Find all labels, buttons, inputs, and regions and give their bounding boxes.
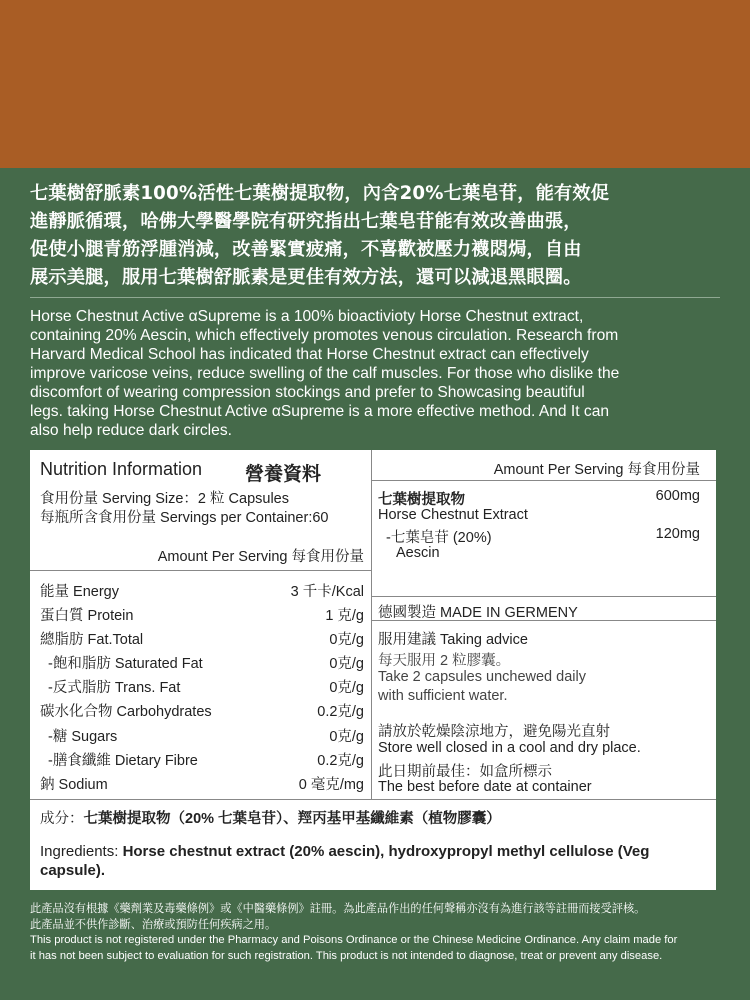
nutrient-label: 總脂肪 Fat.Total: [40, 632, 144, 648]
intro-en-line: improve varicose veins, reduce swelling of the calf muscles. For those who dislike the: [30, 365, 620, 382]
extract-name-en: Horse Chestnut Extract: [378, 507, 528, 523]
advice-zh: 每天服用 2 粒膠囊。: [378, 653, 511, 669]
nutrient-label: 鈉 Sodium: [40, 777, 108, 793]
nutrient-label: 碳水化合物 Carbohydrates: [40, 704, 212, 720]
nutrient-value: 3 千卡/Kcal: [290, 584, 364, 600]
intro-en-line: legs. taking Horse Chestnut Active αSupreme is a more effective method. And It can: [30, 403, 610, 420]
row-divider: [371, 596, 716, 597]
best-before-en: The best before date at container: [378, 779, 592, 795]
disclaimer-line: it has not been subject to evaluation for such registration. This product is not intended to diagnose, treat or prevent any disease.: [30, 949, 663, 962]
ingredients-en-text: capsule).: [40, 862, 106, 879]
aescin-amount: 120mg: [655, 526, 700, 542]
ingredients-en: [40, 843, 649, 860]
extract-amount: 600mg: [655, 488, 700, 504]
storage-zh: 請放於乾燥陰涼地方，避免陽光直射: [378, 724, 610, 740]
nutrient-label: -糖 Sugars: [48, 729, 118, 745]
nutrient-label: -膳食纖維 Dietary Fibre: [48, 753, 198, 769]
column-divider: [371, 450, 372, 799]
made-in: 德國製造 MADE IN GERMENY: [378, 605, 578, 621]
section-divider: [30, 297, 720, 298]
advice-title: 服用建議 Taking advice: [378, 632, 528, 648]
amount-per-serving-right: Amount Per Serving 每食用份量: [493, 462, 700, 478]
disclaimer-line: 此產品沒有根據《藥劑業及毒藥條例》或《中醫藥條例》註冊。為此產品作出的任何聲稱亦沒有為進行該等註冊而接受評核。: [30, 903, 646, 915]
intro-en-line: discomfort of wearing compression stockings and prefer to Showcasing beautiful: [30, 384, 585, 401]
top-color-band: [0, 0, 750, 168]
intro-zh-line: 促使小腿青筋浮腫消減，改善緊實疲痛，不喜歡被壓力襪悶焗，自由: [30, 239, 582, 260]
ingredients-en-text: Horse chestnut extract (20% aescin), hydroxypropyl methyl cellulose (Veg: [122, 843, 650, 860]
regulatory-disclaimer: [30, 902, 730, 964]
row-divider: [30, 570, 371, 571]
ingredients-en-label: Ingredients:: [40, 843, 123, 860]
nutrient-value: 0克/g: [329, 656, 364, 672]
serving-size: 食用份量 Serving Size：2 粒 Capsules: [40, 491, 289, 507]
extract-name-zh: 七葉樹提取物: [378, 492, 465, 508]
intro-zh-line: 進靜脈循環，哈佛大學醫學院有研究指出七葉皂苷能有效改善曲張，: [30, 211, 582, 232]
nutrient-label: 能量 Energy: [40, 584, 119, 600]
nutrient-value: 0克/g: [329, 632, 364, 648]
nutrient-value: 0 毫克/mg: [298, 777, 364, 793]
storage-en: Store well closed in a cool and dry place.: [378, 740, 641, 756]
intro-english: [30, 307, 720, 440]
nutrient-value: 0.2克/g: [317, 704, 364, 720]
amount-per-serving-left: Amount Per Serving 每食用份量: [157, 549, 364, 565]
nutrient-value: 0.2克/g: [317, 753, 364, 769]
ingredients-zh-label: 成分：: [40, 811, 84, 827]
nutrient-value: 0克/g: [329, 729, 364, 745]
row-divider: [371, 480, 716, 481]
nutrient-value: 1 克/g: [325, 608, 364, 624]
nutrient-value: 0克/g: [329, 680, 364, 696]
aescin-name-zh: -七葉皂苷 (20%): [386, 530, 492, 546]
intro-en-line: Harvard Medical School has indicated that Horse Chestnut extract can effectively: [30, 346, 589, 363]
disclaimer-line: 此產品並不供作診斷、治療或預防任何疾病之用。: [30, 918, 277, 931]
advice-en: Take 2 capsules unchewed daily: [378, 669, 586, 685]
intro-en-line: also help reduce dark circles.: [30, 422, 232, 439]
row-divider: [30, 799, 716, 800]
intro-zh-line: 七葉樹舒脈素100%活性七葉樹提取物，內含20%七葉皂苷，能有效促: [30, 183, 610, 204]
intro-zh-line: 展示美腿，服用七葉樹舒脈素是更佳有效方法，還可以減退黑眼圈。: [30, 267, 582, 288]
nutrition-panel: [30, 450, 716, 890]
servings-per-container: 每瓶所含食用份量 Servings per Container:60: [40, 510, 329, 526]
nutrient-label: -反式脂肪 Trans. Fat: [48, 680, 181, 696]
intro-en-line: containing 20% Aescin, which effectively promotes venous circulation. Research from: [30, 327, 619, 344]
nutrient-label: -飽和脂肪 Saturated Fat: [48, 656, 203, 672]
intro-chinese: [30, 180, 720, 292]
ingredients-zh: [40, 807, 501, 828]
disclaimer-line: This product is not registered under the Pharmacy and Poisons Ordinance or the Chinese Medicine Ordinance. Any claim made for: [30, 934, 678, 946]
nutrition-title-zh: 營養資料: [245, 464, 322, 485]
aescin-name-en: Aescin: [396, 545, 440, 561]
intro-en-line: Horse Chestnut Active αSupreme is a 100% bioactivioty Horse Chestnut extract,: [30, 308, 584, 325]
advice-en: with sufficient water.: [378, 688, 508, 704]
ingredients-zh-text: 七葉樹提取物（20% 七葉皂苷）、羥丙基甲基纖維素（植物膠囊）: [83, 811, 501, 827]
nutrient-label: 蛋白質 Protein: [40, 608, 134, 624]
best-before-zh: 此日期前最佳：如盒所標示: [378, 764, 552, 780]
nutrition-title-en: Nutrition Information: [40, 459, 203, 479]
